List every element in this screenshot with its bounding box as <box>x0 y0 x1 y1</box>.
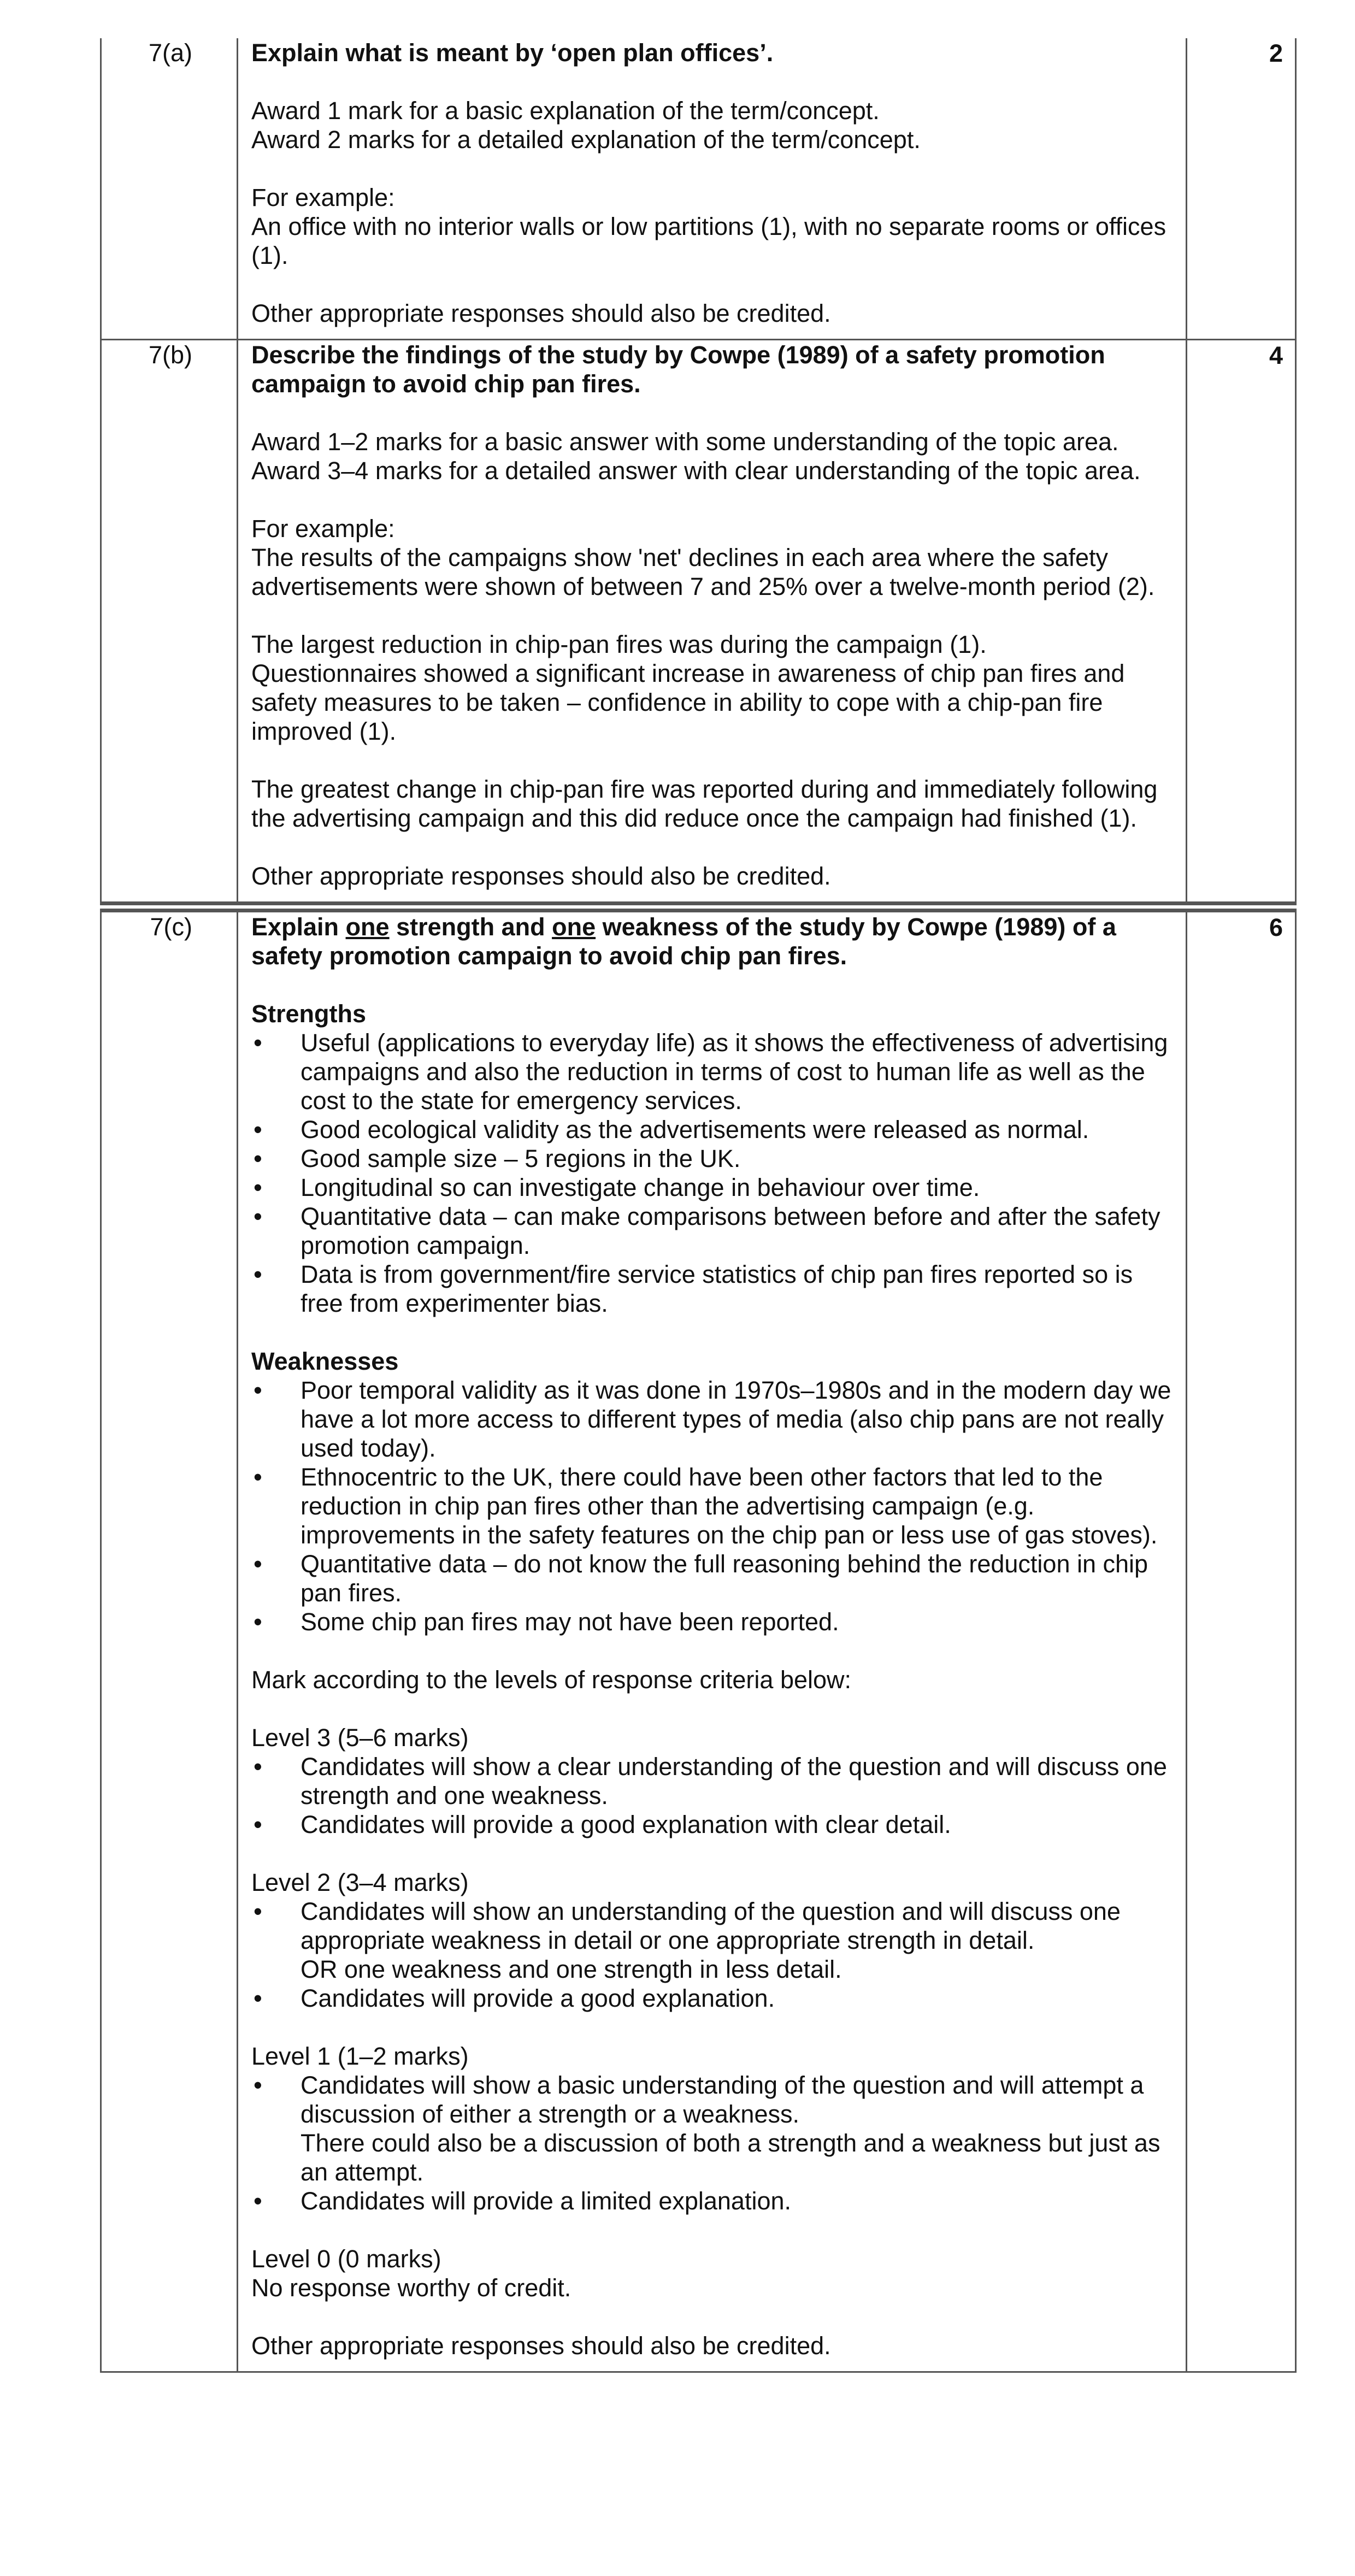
list-item: • Poor temporal validity as it was done in 1970s–1980s and in the modern day we have a lot more access to different types of media (also chip pans are not really used today). <box>251 1376 1173 1463</box>
marks-cell <box>1187 340 1296 907</box>
question-stem <box>251 912 1173 970</box>
list-item: • Good sample size – 5 regions in the UK. <box>251 1144 1173 1173</box>
marks-value: 4 <box>1269 341 1283 369</box>
mark-criteria-intro: Mark according to the levels of response criteria below: <box>251 1666 852 1694</box>
example-intro: For example: <box>251 515 395 543</box>
weaknesses-heading: Weaknesses <box>251 1347 399 1375</box>
level-heading: Level 1 (1–2 marks) <box>251 2042 469 2070</box>
marks-value: 6 <box>1269 913 1283 941</box>
question-stem: Explain what is meant by ‘open plan offices’. <box>251 39 774 67</box>
stem-emphasis: one <box>552 913 596 941</box>
question-number-cell <box>101 340 238 907</box>
strengths-list <box>251 1028 1173 1318</box>
other-responses-note: Other appropriate responses should also be credited. <box>251 862 831 890</box>
strengths-heading: Strengths <box>251 1000 367 1028</box>
list-item: • Some chip pan fires may not have been reported. <box>251 1607 1173 1636</box>
list-item-text: Candidates will show a basic understanding of the question and will attempt a discussion of either a strength or a weakness. <box>301 2071 1144 2128</box>
list-item-text: There could also be a discussion of both a strength and a weakness but just as an attempt. <box>301 2129 1160 2186</box>
question-row-7b <box>101 340 1296 907</box>
finding-text: Questionnaires showed a significant increase in awareness of chip pan fires and safety measures to be taken – confidence in ability to cope with a chip-pan fire improved (1). <box>251 659 1125 745</box>
stem-emphasis: one <box>345 913 390 941</box>
list-item <box>251 2071 1173 2186</box>
list-item: • Candidates will show a clear understanding of the question and will discuss one strength and one weakness. <box>251 1752 1173 1810</box>
list-item: • Candidates will provide a limited explanation. <box>251 2186 1173 2215</box>
award-line: Award 1 mark for a basic explanation of the term/concept. <box>251 97 880 125</box>
level-3-list <box>251 1752 1173 1839</box>
award-line: Award 2 marks for a detailed explanation of the term/concept. <box>251 126 921 154</box>
level-0-text: No response worthy of credit. <box>251 2274 572 2302</box>
example-text: An office with no interior walls or low partitions (1), with no separate rooms or offices (1). <box>251 213 1167 269</box>
marks-cell <box>1187 38 1296 340</box>
list-item: • Quantitative data – can make comparisons between before and after the safety promotion campaign. <box>251 1202 1173 1260</box>
level-heading: Level 2 (3–4 marks) <box>251 1868 469 1896</box>
marks-cell <box>1187 907 1296 2372</box>
list-item: • Candidates will provide a good explanation with clear detail. <box>251 1810 1173 1839</box>
question-row-7c <box>101 907 1296 2372</box>
list-item <box>251 1897 1173 1984</box>
marks-value: 2 <box>1269 39 1283 67</box>
list-item: • Useful (applications to everyday life) as it shows the effectiveness of advertising campaigns and also the reduction in terms of cost to human life as well as the cost to the state for emergency services. <box>251 1028 1173 1115</box>
list-item: • Ethnocentric to the UK, there could have been other factors that led to the reduction in chip pan fires other than the advertising campaign (e.g. improvements in the safety features on the chip pan or less use of gas stoves). <box>251 1463 1173 1549</box>
answer-cell <box>238 340 1187 907</box>
example-text: The results of the campaigns show 'net' declines in each area where the safety advertisements were shown of between 7 and 25% over a twelve-month period (2). <box>251 544 1155 600</box>
award-line: Award 3–4 marks for a detailed answer with clear understanding of the topic area. <box>251 457 1141 485</box>
list-item: • Candidates will provide a good explanation. <box>251 1984 1173 2013</box>
other-responses-note: Other appropriate responses should also be credited. <box>251 2332 831 2360</box>
list-item-text: OR one weakness and one strength in less detail. <box>301 1955 842 1983</box>
example-intro: For example: <box>251 184 395 211</box>
level-1-list <box>251 2071 1173 2215</box>
finding-text: The largest reduction in chip-pan fires was during the campaign (1). <box>251 630 987 658</box>
list-item: • Good ecological validity as the advertisements were released as normal. <box>251 1115 1173 1144</box>
answer-cell <box>238 907 1187 2372</box>
list-item: • Quantitative data – do not know the full reasoning behind the reduction in chip pan fires. <box>251 1549 1173 1607</box>
question-number: 7(a) <box>148 39 192 67</box>
level-heading: Level 0 (0 marks) <box>251 2245 441 2273</box>
stem-part: weakness of the study by Cowpe (1989) of a safety promotion campaign to avoid chip pan fires. <box>251 913 1116 970</box>
question-stem: Describe the findings of the study by Cowpe (1989) of a safety promotion campaign to avoid chip pan fires. <box>251 341 1105 398</box>
weaknesses-list <box>251 1376 1173 1636</box>
list-item: • Longitudinal so can investigate change in behaviour over time. <box>251 1173 1173 1202</box>
question-number: 7(b) <box>148 341 192 369</box>
list-item: • Data is from government/fire service statistics of chip pan fires reported so is free from experimenter bias. <box>251 1260 1173 1318</box>
question-number-cell <box>101 38 238 340</box>
question-number-cell <box>101 907 238 2372</box>
question-row-7a <box>101 38 1296 340</box>
stem-part: Explain <box>251 913 346 941</box>
finding-text: The greatest change in chip-pan fire was reported during and immediately following the advertising campaign and this did reduce once the campaign had finished (1). <box>251 775 1158 832</box>
question-number: 7(c) <box>150 913 192 941</box>
award-line: Award 1–2 marks for a basic answer with some understanding of the topic area. <box>251 428 1119 456</box>
list-item-text: Candidates will show an understanding of the question and will discuss one appropriate weakness in detail or one appropriate strength in detail. <box>301 1897 1121 1954</box>
level-2-list <box>251 1897 1173 2013</box>
stem-part: strength and <box>389 913 552 941</box>
other-responses-note: Other appropriate responses should also be credited. <box>251 299 831 327</box>
level-heading: Level 3 (5–6 marks) <box>251 1724 469 1752</box>
mark-scheme-table <box>100 38 1297 2373</box>
answer-cell <box>238 38 1187 340</box>
